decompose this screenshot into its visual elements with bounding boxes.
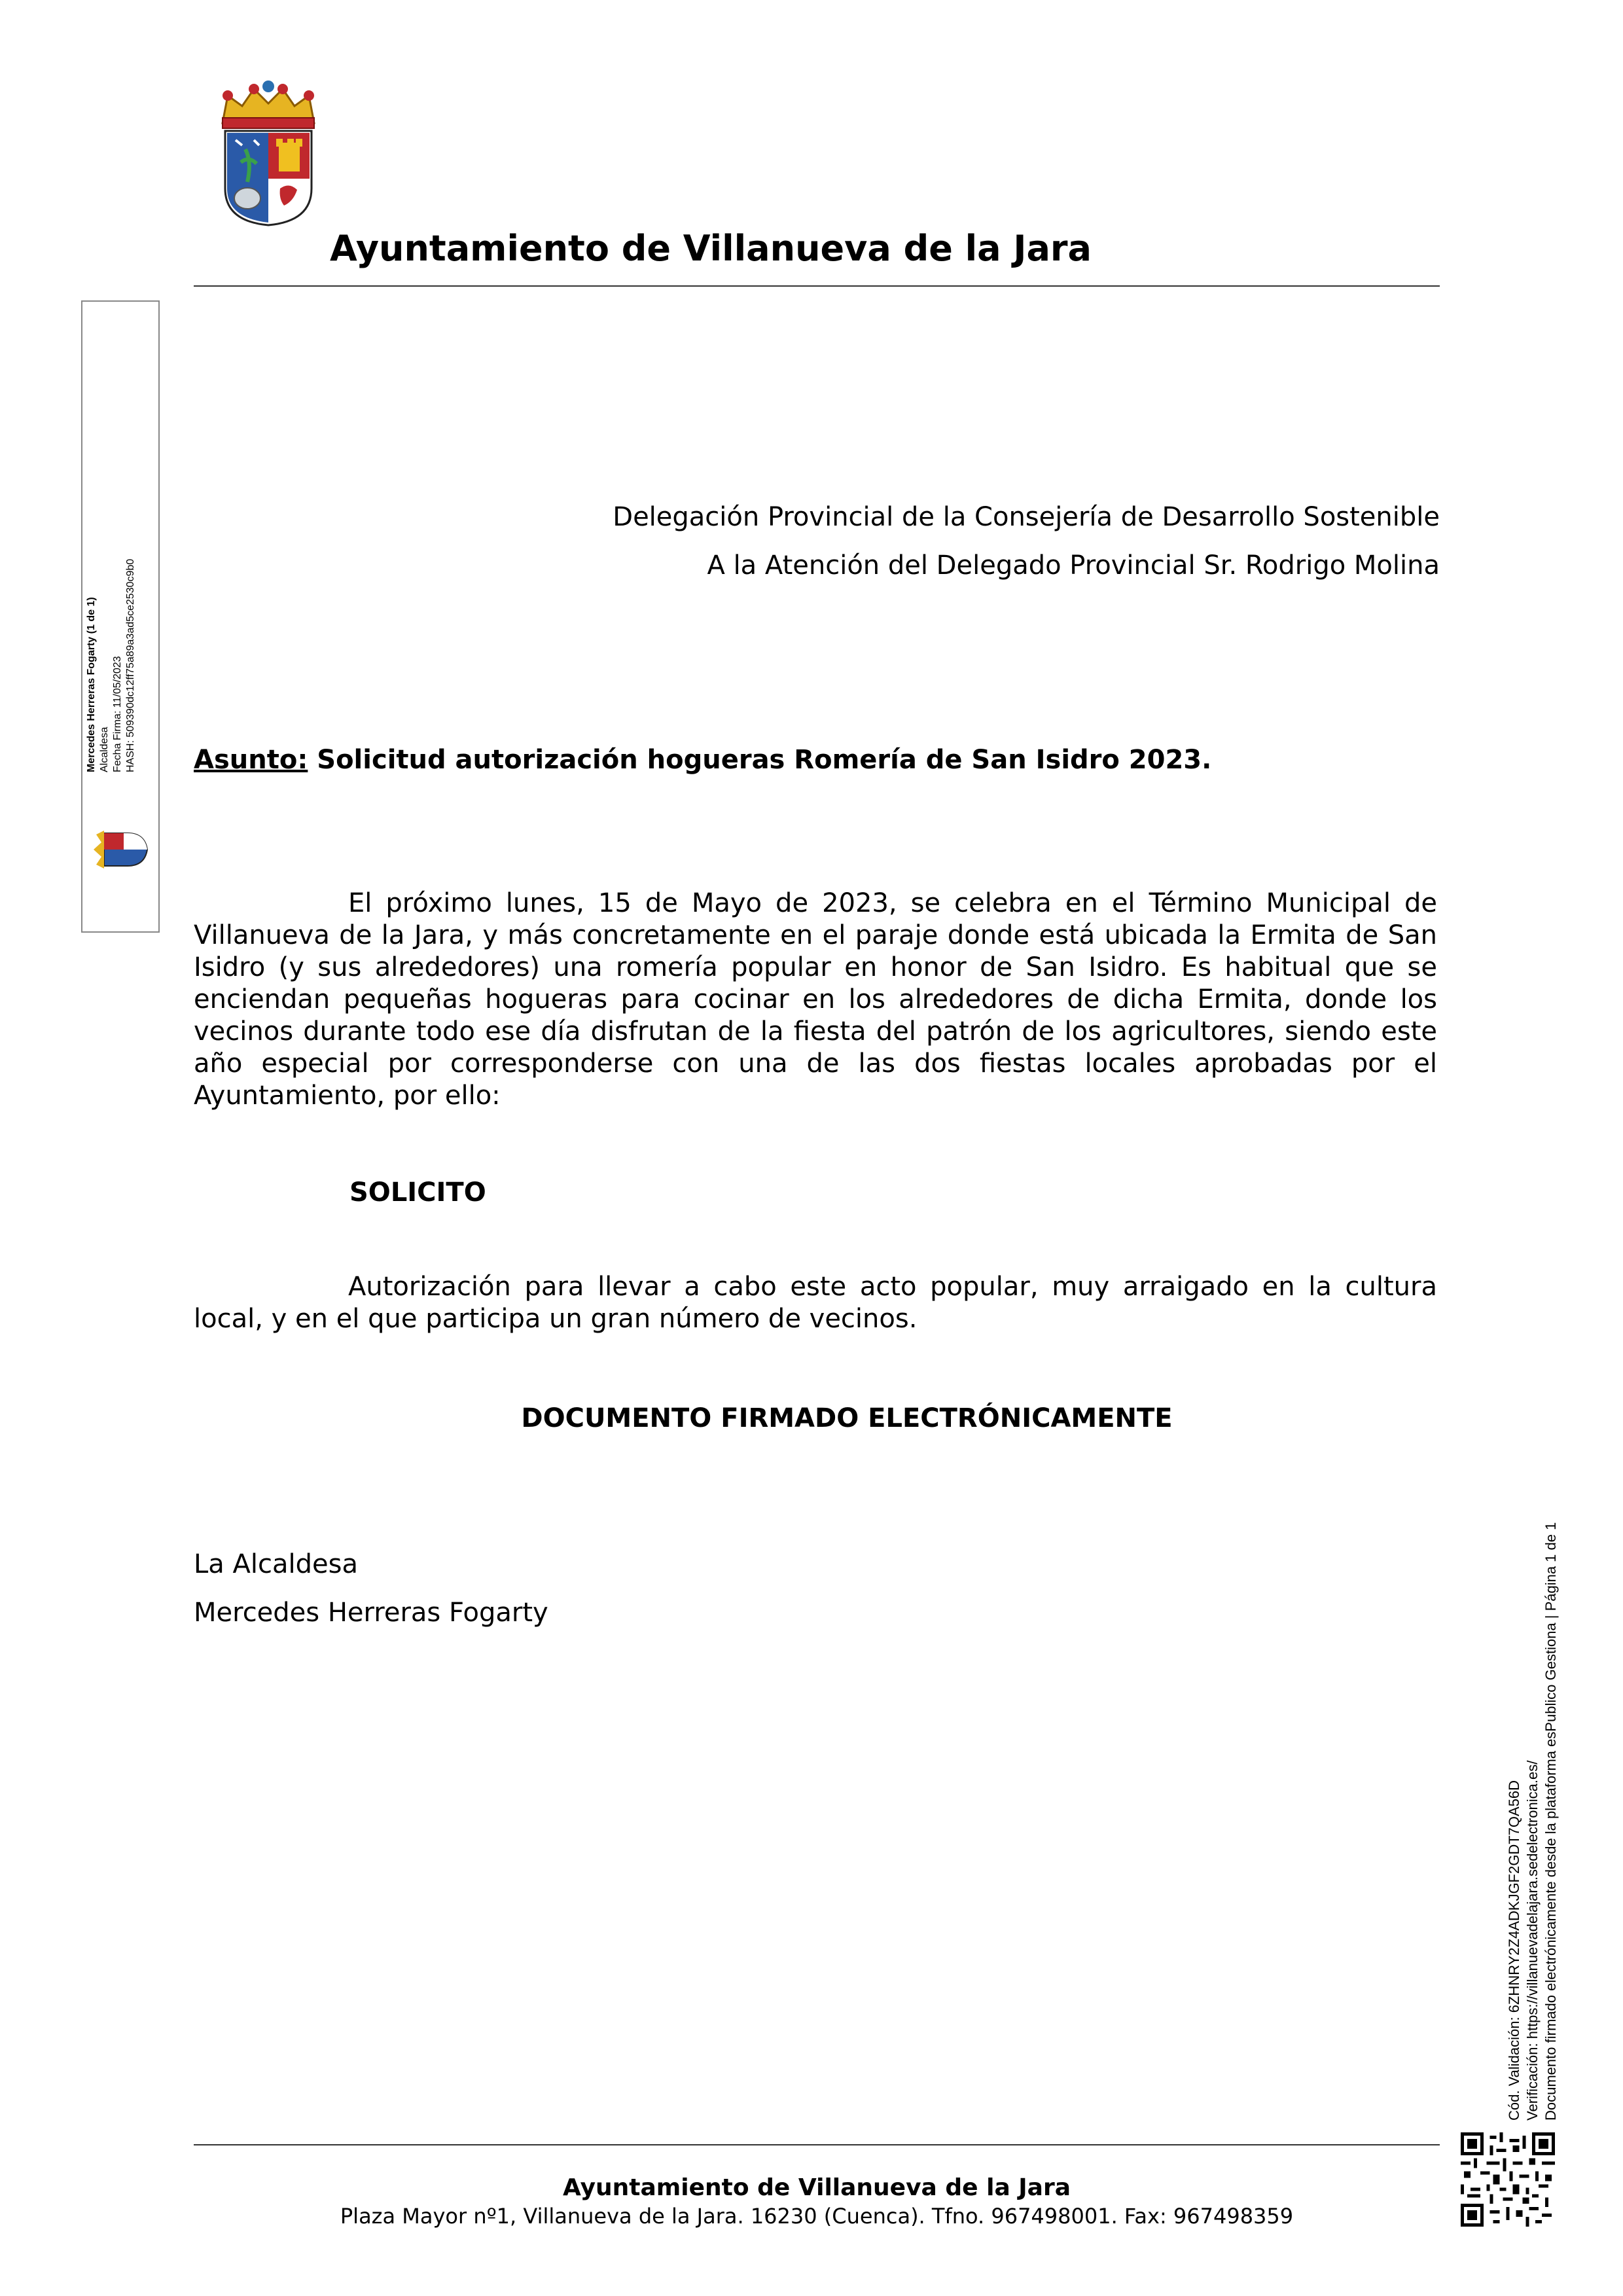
signature-stamp-text: [85, 484, 157, 772]
footer-divider: [194, 2144, 1440, 2145]
municipal-coat-of-arms-logo: [216, 77, 321, 228]
validation-platform: Documento firmado electrónicamente desde la plataforma esPublico Gestiona | Página 1 de 1: [1543, 1522, 1559, 2121]
validation-strip: [1505, 1427, 1584, 2121]
solicito-heading: SOLICITO: [349, 1177, 486, 1208]
footer-address: Plaza Mayor nº1, Villanueva de la Jara. 16230 (Cuenca). Tfno. 967498001. Fax: 967498359: [340, 2204, 1294, 2229]
signature-name: Mercedes Herreras Fogarty: [194, 1598, 548, 1628]
stamp-crest-icon: [93, 823, 157, 876]
validation-url: Verificación: https://villanuevadelajara.sedelectronica.es/: [1524, 1760, 1541, 2121]
signature-role: La Alcaldesa: [194, 1549, 358, 1579]
stamp-signer: Mercedes Herreras Fogarty (1 de 1): [86, 597, 97, 772]
stamp-hash: HASH: 509390dc12ff75a89a3ad5ce2530c9b0: [125, 558, 136, 772]
page-title: Ayuntamiento de Villanueva de la Jara: [329, 228, 1092, 269]
stamp-date: Fecha Firma: 11/05/2023: [112, 656, 123, 772]
paragraph-1-text: El próximo lunes, 15 de Mayo de 2023, se celebra en el Término Municipal de Villanueva de la Jara, y más concretamente en el paraje donde está ubicada la Ermita de San Isidro (y sus alrededores) una romería popular en honor de San Isidro. Es habitual que se enciendan pequeñas hogueras para cocinar en los alrededores de dicha Ermita, donde los vecinos durante todo ese día disfrutan de la fiesta del patrón de los agricultores, siendo este año especial por corresponderse con una de las dos fiestas locales aprobadas por el Ayuntamiento, por ello:: [194, 888, 1437, 1111]
signed-notice: DOCUMENTO FIRMADO ELECTRÓNICAMENTE: [521, 1403, 1173, 1433]
stamp-role: Alcaldesa: [99, 726, 110, 772]
footer-org-name: Ayuntamiento de Villanueva de la Jara: [562, 2174, 1071, 2201]
header-divider: [194, 285, 1440, 287]
body-paragraph-1: [194, 888, 1437, 1112]
subject-label: Asunto:: [194, 745, 308, 775]
recipient-line-1: Delegación Provincial de la Consejería de Desarrollo Sostenible: [613, 502, 1440, 532]
subject-line: [194, 742, 1440, 778]
subject-text: Solicitud autorización hogueras Romería de San Isidro 2023.: [317, 745, 1212, 775]
paragraph-2-text: Autorización para llevar a cabo este acto popular, muy arraigado en la cultura local, y en el que participa un gran número de vecinos.: [194, 1272, 1437, 1334]
body-paragraph-2: [194, 1271, 1437, 1335]
recipient-line-2: A la Atención del Delegado Provincial Sr. Rodrigo Molina: [707, 550, 1440, 581]
validation-code: Cód. Validación: 6ZHNRY2Z4ADKJGF2GDT7QA56D: [1506, 1780, 1522, 2121]
qr-code-icon: [1461, 2132, 1555, 2227]
